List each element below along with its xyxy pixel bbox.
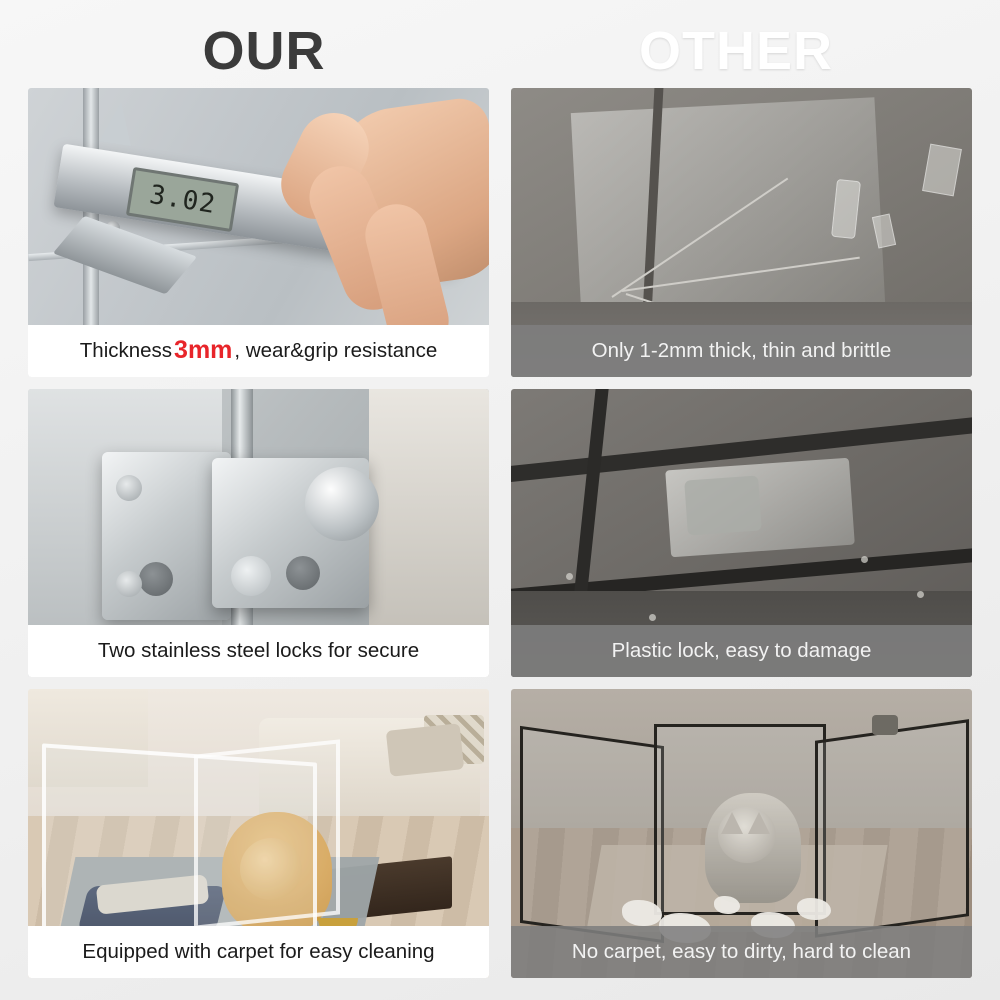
pen-panel-shape xyxy=(654,724,826,915)
pen-latch-shape xyxy=(872,715,898,735)
shredded-paper-shape xyxy=(622,900,662,926)
caption-prefix: Thickness xyxy=(79,338,173,362)
column-headers xyxy=(28,14,972,88)
our-thickness-caption xyxy=(28,325,489,377)
caption-suffix: , wear&grip resistance xyxy=(234,338,438,362)
debris-speck-shape xyxy=(917,591,924,598)
other-thickness-caption: Only 1-2mm thick, thin and brittle xyxy=(511,325,972,377)
pen-panel-shape xyxy=(815,719,969,937)
caption-accent: 3mm xyxy=(174,336,233,365)
debris-speck-shape xyxy=(566,573,573,580)
clear-pen-panel-shape xyxy=(194,739,340,930)
our-carpet-cell xyxy=(28,689,489,978)
screw-head-shape xyxy=(116,475,142,501)
our-column-title: OUR xyxy=(202,21,326,81)
other-lock-cell xyxy=(511,389,972,678)
our-lock-cell xyxy=(28,389,489,678)
cushion-shape xyxy=(385,723,463,777)
plate-hole-shape xyxy=(286,556,320,590)
other-carpet-caption: No carpet, easy to dirty, hard to clean xyxy=(511,926,972,978)
plate-hole-shape xyxy=(231,556,271,596)
plastic-clip-inner-shape xyxy=(684,476,761,536)
caliper-display: 3.02 xyxy=(126,166,240,231)
plate-hole-shape xyxy=(139,562,173,596)
other-lock-caption: Plastic lock, easy to damage xyxy=(511,625,972,677)
shredded-paper-shape xyxy=(797,898,831,920)
other-carpet-cell xyxy=(511,689,972,978)
broken-chip-shape xyxy=(922,143,962,196)
our-lock-caption: Two stainless steel locks for secure xyxy=(28,625,489,677)
other-thickness-cell xyxy=(511,88,972,377)
other-column-title: OTHER xyxy=(639,21,833,81)
our-carpet-caption: Equipped with carpet for easy cleaning xyxy=(28,926,489,978)
screw-head-shape xyxy=(116,571,142,597)
lock-knob-shape xyxy=(305,467,379,541)
caliper-upper-jaw-shape xyxy=(99,100,137,146)
our-thickness-cell xyxy=(28,88,489,377)
comparison-grid xyxy=(28,88,972,978)
caliper-lower-jaw-shape xyxy=(53,216,197,295)
